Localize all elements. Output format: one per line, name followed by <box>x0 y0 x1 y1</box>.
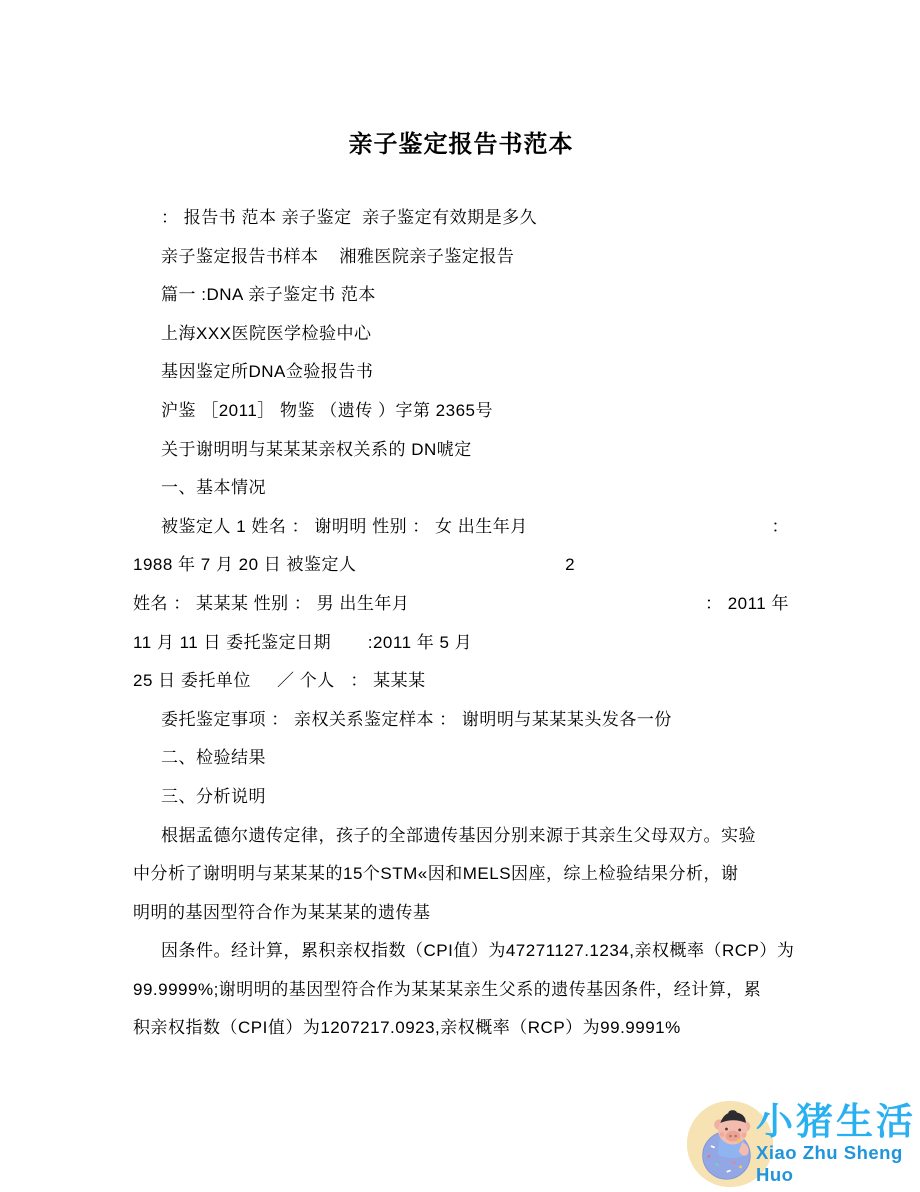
document-line-segment: 1988 年 7 月 20 日 被鉴定人 <box>133 555 357 575</box>
document-line-segment: 明明的基因型符合作为某某某的遗传基 <box>133 902 431 922</box>
document-line <box>133 276 789 315</box>
site-logo-pinyin-name: Xiao Zhu Sheng Huo <box>756 1142 903 1185</box>
document-line-segment: 基因鉴定所DNA佥验报告书 <box>161 362 374 382</box>
document-line-segment: 委托鉴定事项 ： 亲权关系鉴定样本 ： 谢明明与某某某头发各一份 <box>161 709 672 729</box>
document-line <box>133 353 789 392</box>
document-line <box>133 199 789 238</box>
document-line-segment: 二、检验结果 <box>161 748 266 768</box>
document-line <box>133 739 789 778</box>
document-line <box>133 546 789 585</box>
document-line-segment: 三、分析说明 <box>161 786 266 806</box>
document-line <box>133 585 789 624</box>
document-line-segment: 亲子鉴定报告书样本 湘雅医院亲子鉴定报告 <box>161 246 515 266</box>
document-line-segment: 中分析了谢明明与某某某的15个STM«因和MELS因座，综上检验结果分析，谢 <box>133 864 739 884</box>
document-line-segment: 被鉴定人 1 姓名 ： 谢明明 性别 ： 女 出生年月 <box>161 516 528 536</box>
document-line <box>133 1009 789 1048</box>
site-logo-chinese-name: 小猪生活 <box>756 1101 916 1142</box>
document-line <box>133 624 789 663</box>
document-line-segment <box>784 546 789 585</box>
document-line <box>133 817 789 856</box>
document-line <box>133 315 789 354</box>
document-line-segment: 积亲权指数（CPI值）为1207217.0923,亲权概率（RCP）为99.9991% <box>133 1018 681 1038</box>
document-line <box>133 469 789 508</box>
document-line-segment: 99.9999%;谢明明的基因型符合作为某某某亲生父系的遗传基因条件，经计算，累 <box>133 979 762 999</box>
document-line-segment: ： 2011 年 <box>704 593 789 613</box>
site-logo-text <box>756 1102 920 1186</box>
document-line <box>133 894 789 933</box>
document-line-segment: 沪鉴 ［2011］ 物鉴 （遗传 ）字第 2365号 <box>161 400 493 420</box>
document-body <box>133 130 795 1048</box>
document-line-segment: 上海XXX医院医学检验中心 <box>161 323 372 343</box>
document-line <box>133 431 789 470</box>
document-line-segment: 关于谢明明与某某某亲权关系的 DN唬定 <box>161 439 472 459</box>
document-line-segment: ： <box>771 516 789 536</box>
document-line <box>133 778 789 817</box>
document-title: 亲子鉴定报告书范本 <box>348 131 574 158</box>
document-line <box>133 238 789 277</box>
document-line <box>133 701 789 740</box>
document-line <box>133 508 789 547</box>
document-line-segment: 因条件。经计算，累积亲权指数（CPI值）为47271127.1234,亲权概率（RCP）为 <box>161 941 795 961</box>
document-line-segment: 2 <box>565 555 576 575</box>
document-line <box>133 662 789 701</box>
site-watermark-logo <box>686 1100 920 1188</box>
document-line <box>133 392 789 431</box>
document-line-segment: 25 日 委托单位 ／ 个人 ： 某某某 <box>133 671 426 691</box>
document-line-segment: 一、基本情况 <box>161 478 266 498</box>
document-line-segment: 根据孟德尔遗传定律，孩子的全部遗传基因分别来源于其亲生父母双方。实验 <box>161 825 756 845</box>
document-line-segment: 11 月 11 日 委托鉴定日期 :2011 年 5 月 <box>133 632 473 652</box>
document-line-segment: 篇一 :DNA 亲子鉴定书 范本 <box>161 285 376 305</box>
document-line <box>133 932 795 971</box>
document-line <box>133 855 789 894</box>
document-lines <box>133 199 795 1048</box>
document-line-segment: 姓名 ： 某某某 性别 ： 男 出生年月 <box>133 593 410 613</box>
document-line-segment: ： 报告书 范本 亲子鉴定 亲子鉴定有效期是多久 <box>161 208 538 227</box>
document-line <box>133 971 789 1010</box>
